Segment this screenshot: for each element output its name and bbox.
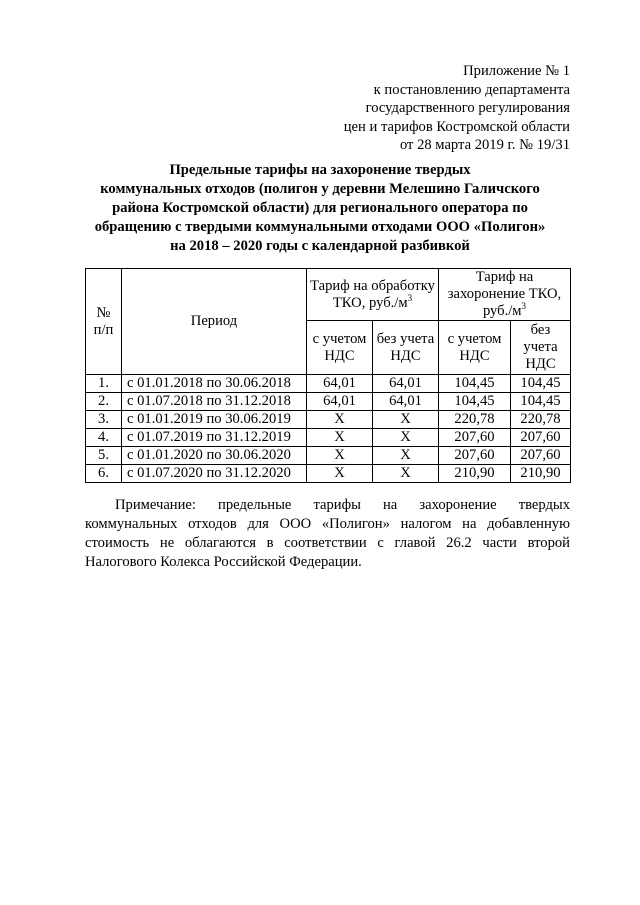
- col-header-processing: Тариф на обработку ТКО, $руб./м^3$: [307, 269, 439, 321]
- title-line: района Костромской области) для регионального оператора по: [112, 200, 528, 216]
- header-line: государственного регулирования: [365, 100, 570, 116]
- col-header-period: Период: [122, 269, 307, 375]
- col-header-without-vat: без учета НДС: [511, 321, 571, 375]
- header-line: Приложение № 1: [463, 63, 570, 79]
- table-row: 6. с 01.07.2020 по 31.12.2020 Х Х 210,90 210,90: [86, 465, 571, 483]
- title-line: коммунальных отходов (полигон у деревни Мелешино Галичского: [100, 181, 540, 197]
- table-row: 5. с 01.01.2020 по 30.06.2020 Х Х 207,60 207,60: [86, 447, 571, 465]
- table-row: 1. с 01.01.2018 по 30.06.2018 64,01 64,01 104,45 104,45: [86, 375, 571, 393]
- note-paragraph: Примечание: предельные тарифы на захоронение твердых коммунальных отходов для ООО «Полигон» налогом на добавленную стоимость не облагаются в соответствии с главой 26.2 части второй Налогового Колекса Российской Федерации.: [85, 497, 570, 570]
- table-row: 3. с 01.01.2019 по 30.06.2019 Х Х 220,78 220,78: [86, 411, 571, 429]
- col-header-with-vat: с учетом НДС: [307, 321, 373, 375]
- tariff-table: [85, 268, 571, 483]
- document-title: [60, 161, 580, 256]
- header-line: к постановлению департамента: [373, 81, 570, 98]
- col-header-with-vat: с учетом НДС: [439, 321, 511, 375]
- header-line: от 28 марта 2019 г. № 19/31: [399, 137, 570, 153]
- col-header-disposal: Тариф на захоронение ТКО, $руб./м^3$: [439, 269, 571, 321]
- title-line: на 2018 – 2020 годы с календарной разбивкой: [170, 238, 470, 254]
- table-row: 4. с 01.07.2019 по 31.12.2019 Х Х 207,60 207,60: [86, 429, 571, 447]
- document-header: [344, 62, 570, 155]
- header-line: цен и тарифов Костромской области: [343, 118, 570, 135]
- title-line: Предельные тарифы на захоронение твердых: [169, 162, 471, 178]
- col-header-num: № п/п: [86, 269, 122, 375]
- col-header-without-vat: без учета НДС: [373, 321, 439, 375]
- table-row: 2. с 01.07.2018 по 31.12.2018 64,01 64,01 104,45 104,45: [86, 393, 571, 411]
- title-line: обращению с твердыми коммунальными отходами ООО «Полигон»: [94, 219, 546, 235]
